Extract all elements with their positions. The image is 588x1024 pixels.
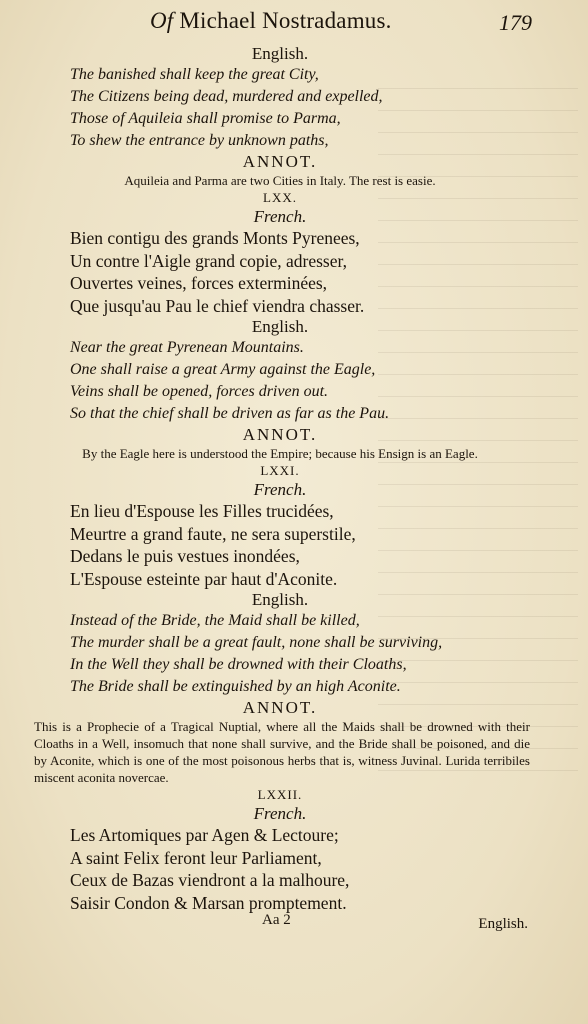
french-verse bbox=[30, 824, 530, 914]
quatrain-numeral: LXX. bbox=[263, 190, 297, 205]
verse-line: Veins shall be opened, forces driven out. bbox=[70, 383, 329, 400]
running-title: Of Michael Nostradamus. bbox=[150, 8, 392, 33]
quatrain-numeral: LXXI. bbox=[260, 463, 300, 478]
english-verse bbox=[30, 337, 530, 425]
verse-line: One shall raise a great Army against the Eagle, bbox=[70, 361, 376, 378]
english-verse bbox=[30, 64, 530, 152]
verse-line: En lieu d'Espouse les Filles trucidées, bbox=[70, 501, 334, 521]
verse-line: A saint Felix feront leur Parliament, bbox=[70, 847, 322, 868]
verse-line: The murder shall be a great fault, none shall be surviving, bbox=[70, 634, 443, 651]
verse-line: L'Espouse esteinte par haut d'Aconite. bbox=[70, 568, 338, 589]
page-body bbox=[30, 44, 530, 914]
verse-line: In the Well they shall be drowned with their Cloaths, bbox=[70, 656, 407, 673]
quatrain-numeral: LXXII. bbox=[257, 787, 303, 802]
verse-line: Near the great Pyrenean Mountains. bbox=[70, 339, 304, 356]
catchword: English. bbox=[478, 916, 528, 932]
verse-line: Dedans le puis vestues inondées, bbox=[70, 546, 300, 566]
verse-line: Ceux de Bazas viendront a la malhoure, bbox=[70, 870, 350, 890]
french-verse bbox=[30, 500, 530, 590]
french-verse bbox=[30, 227, 530, 317]
verse-line: Un contre l'Aigle grand copie, adresser, bbox=[70, 250, 348, 271]
annotation: Aquileia and Parma are two Cities in Italy. The rest is easie. bbox=[124, 173, 436, 188]
verse-line: Those of Aquileia shall promise to Parma, bbox=[70, 110, 341, 127]
verse-line: Que jusqu'au Pau le chief viendra chasser. bbox=[70, 295, 365, 316]
annotation: This is a Prophecie of a Tragical Nuptial, where all the Maids shall be drowned with their Cloaths in a Well, insomuch that none shall survive, and the Bride shall be poisoned, and die by Aconite, which is one of the most poisonous herbs that is, witness Juvinal. Lurida terribiles miscent aconita novercae. bbox=[34, 719, 530, 785]
verse-line: Bien contigu des grands Monts Pyrenees, bbox=[70, 228, 360, 248]
verse-line: Instead of the Bride, the Maid shall be killed, bbox=[70, 612, 360, 629]
verse-line: Saisir Condon & Marsan promptement. bbox=[70, 892, 347, 913]
french-label: French. bbox=[253, 207, 307, 226]
english-label: English. bbox=[251, 317, 309, 336]
verse-line: Les Artomiques par Agen & Lectoure; bbox=[70, 825, 339, 845]
english-verse bbox=[30, 610, 530, 698]
french-label: French. bbox=[253, 480, 307, 499]
verse-line: The banished shall keep the great City, bbox=[70, 66, 319, 83]
annotation: By the Eagle here is understood the Empire; because his Ensign is an Eagle. bbox=[82, 446, 478, 461]
annot-label: ANNOT. bbox=[242, 698, 318, 717]
verse-line: Ouvertes veines, forces exterminées, bbox=[70, 273, 328, 293]
page-header bbox=[0, 8, 588, 38]
verse-line: So that the chief shall be driven as far as the Pau. bbox=[70, 405, 390, 422]
page-footer bbox=[0, 912, 588, 936]
annot-label: ANNOT. bbox=[242, 152, 318, 171]
english-label: English. bbox=[251, 44, 309, 63]
english-label: English. bbox=[251, 590, 309, 609]
verse-line: The Citizens being dead, murdered and expelled, bbox=[70, 88, 383, 105]
annot-label: ANNOT. bbox=[242, 425, 318, 444]
signature-mark: Aa 2 bbox=[262, 912, 291, 928]
verse-line: The Bride shall be extinguished by an high Aconite. bbox=[70, 678, 401, 695]
verse-line: Meurtre a grand faute, ne sera superstile, bbox=[70, 523, 356, 544]
page-number: 179 bbox=[499, 10, 532, 35]
verse-line: To shew the entrance by unknown paths, bbox=[70, 132, 329, 149]
french-label: French. bbox=[253, 804, 307, 823]
